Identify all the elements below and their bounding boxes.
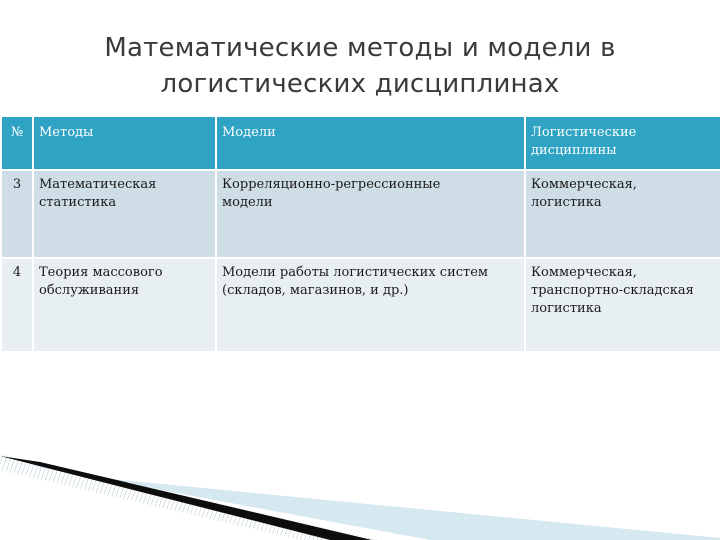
cell-text-line: логистика [531,301,602,316]
slide-title [0,30,720,102]
cell-text-line: модели [222,195,273,210]
header-disciplines [525,116,720,170]
table-row [1,258,720,352]
methods-table [0,115,720,353]
cell-text-line: (складов, магазинов, и др.) [222,283,409,298]
cell-methods [33,258,216,352]
cell-text-line: статистика [39,195,117,210]
cell-text-line: транспортно-складская [531,283,694,298]
header-disciplines-line-2: дисциплины [531,143,617,158]
cell-models [216,258,525,352]
cell-methods [33,170,216,258]
slide-title-line-2: логистических дисциплинах [160,69,560,99]
header-models: Модели [216,116,525,170]
slide-title-line-1: Математические методы и модели в [104,33,616,63]
header-methods: Методы [33,116,216,170]
swoosh-light-band [0,460,720,540]
cell-text-line: Модели работы логистических систем [222,265,489,280]
cell-text-line: Теория массового [39,265,163,280]
cell-text-line: обслуживания [39,283,140,298]
header-disciplines-line-1: Логистические [531,125,637,140]
cell-text-line: Математическая [39,177,157,192]
cell-disciplines [525,258,720,352]
table-row [1,170,720,258]
table-header-row [1,116,720,170]
cell-number: 4 [1,258,33,352]
cell-text-line: Коммерческая, [531,265,637,280]
cell-text-line: Корреляционно-регрессионные [222,177,441,192]
cell-text-line: Коммерческая, [531,177,637,192]
methods-table-container [0,115,720,353]
header-number: № [1,116,33,170]
cell-text-line: логистика [531,195,602,210]
cell-number: 3 [1,170,33,258]
cell-disciplines [525,170,720,258]
swoosh-dark-band [0,456,372,540]
decorative-swoosh [0,440,720,540]
cell-models [216,170,525,258]
